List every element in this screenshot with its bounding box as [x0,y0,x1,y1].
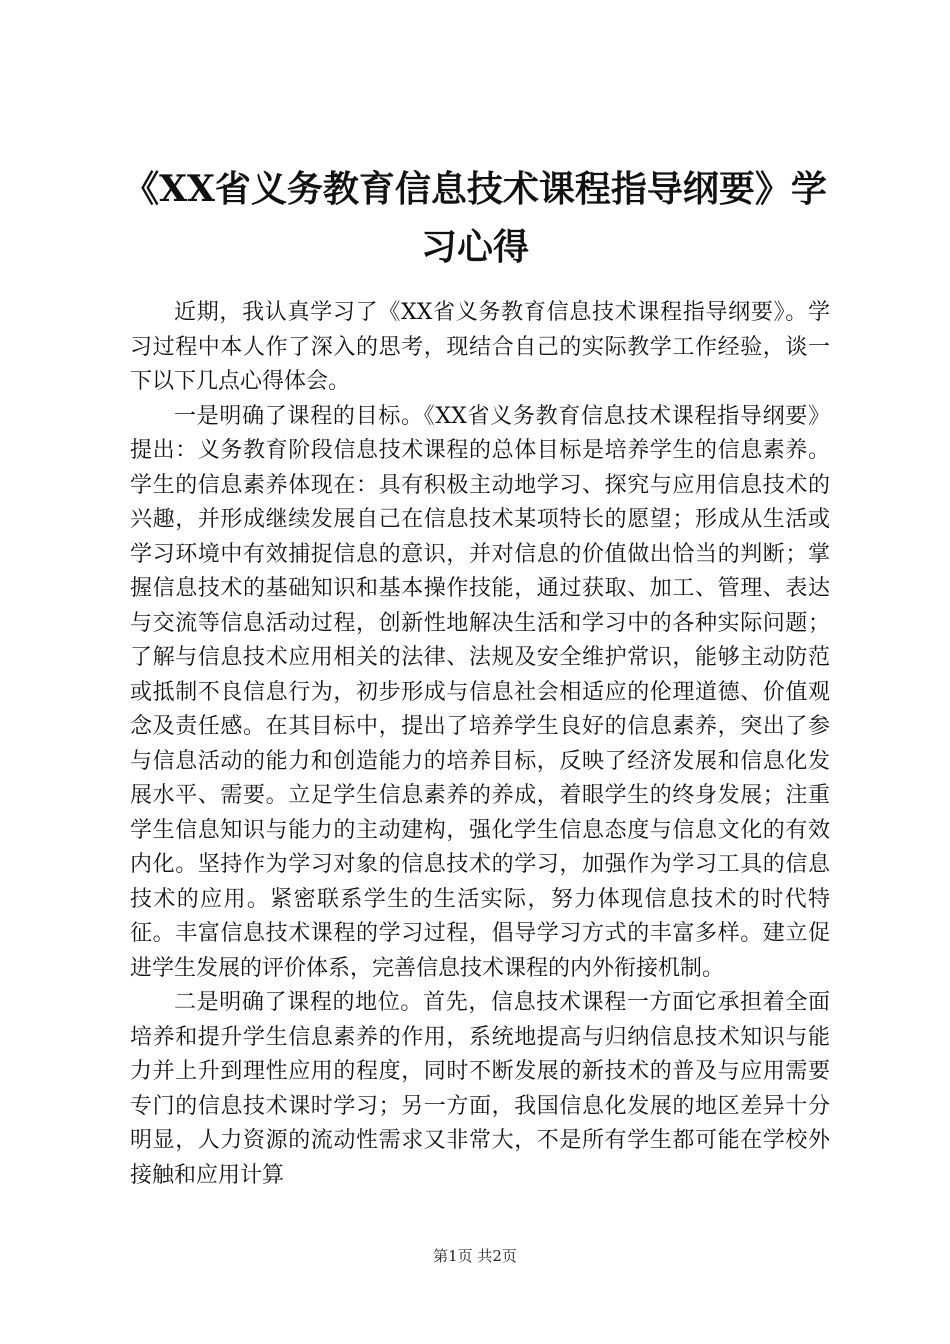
paragraph-course-goals: 一是明确了课程的目标。《XX省义务教育信息技术课程指导纲要》提出：义务教育阶段信息技术课程的总体目标是培养学生的信息素养。学生的信息素养体现在：具有积极主动地学习、探究与应用信息技术的兴趣，并形成继续发展自己在信息技术某项特长的愿望；形成从生活或学习环境中有效捕捉信息的意识，并对信息的价值做出恰当的判断；掌握信息技术的基础知识和基本操作技能，通过获取、加工、管理、表达与交流等信息活动过程，创新性地解决生活和学习中的各种实际问题；了解与信息技术应用相关的法律、法规及安全维护常识，能够主动防范或抵制不良信息行为，初步形成与信息社会相适应的伦理道德、价值观念及责任感。在其目标中，提出了培养学生良好的信息素养，突出了参与信息活动的能力和创造能力的培养目标，反映了经济发展和信息化发展水平、需要。立足学生信息素养的养成，着眼学生的终身发展；注重学生信息知识与能力的主动建构，强化学生信息态度与信息文化的有效内化。坚持作为学习对象的信息技术的学习，加强作为学习工具的信息技术的应用。紧密联系学生的生活实际，努力体现信息技术的时代特征。丰富信息技术课程的学习过程，倡导学习方式的丰富多样。建立促进学生发展的评价体系，完善信息技术课程的内外衔接机制。 [130,403,830,981]
paragraph-course-status: 二是明确了课程的地位。首先，信息技术课程一方面它承担着全面培养和提升学生信息素养的作用，系统地提高与归纳信息技术知识与能力并上升到理性应用的程度，同时不断发展的新技术的普及与应用需要专门的信息技术课时学习；另一方面，我国信息化发展的地区差异十分明显，人力资源的流动性需求又非常大，不是所有学生都可能在学校外接触和应用计算 [130,990,830,1188]
document-body [130,296,830,1193]
page-footer: 第1页 共2页 [433,1247,517,1265]
document-title: 《XX省义务教育信息技术课程指导纲要》学习心得 [123,168,827,268]
paragraph-intro: 近期，我认真学习了《XX省义务教育信息技术课程指导纲要》。学习过程中本人作了深入的思考，现结合自己的实际教学工作经验，谈一下以下几点心得体会。 [130,300,830,394]
